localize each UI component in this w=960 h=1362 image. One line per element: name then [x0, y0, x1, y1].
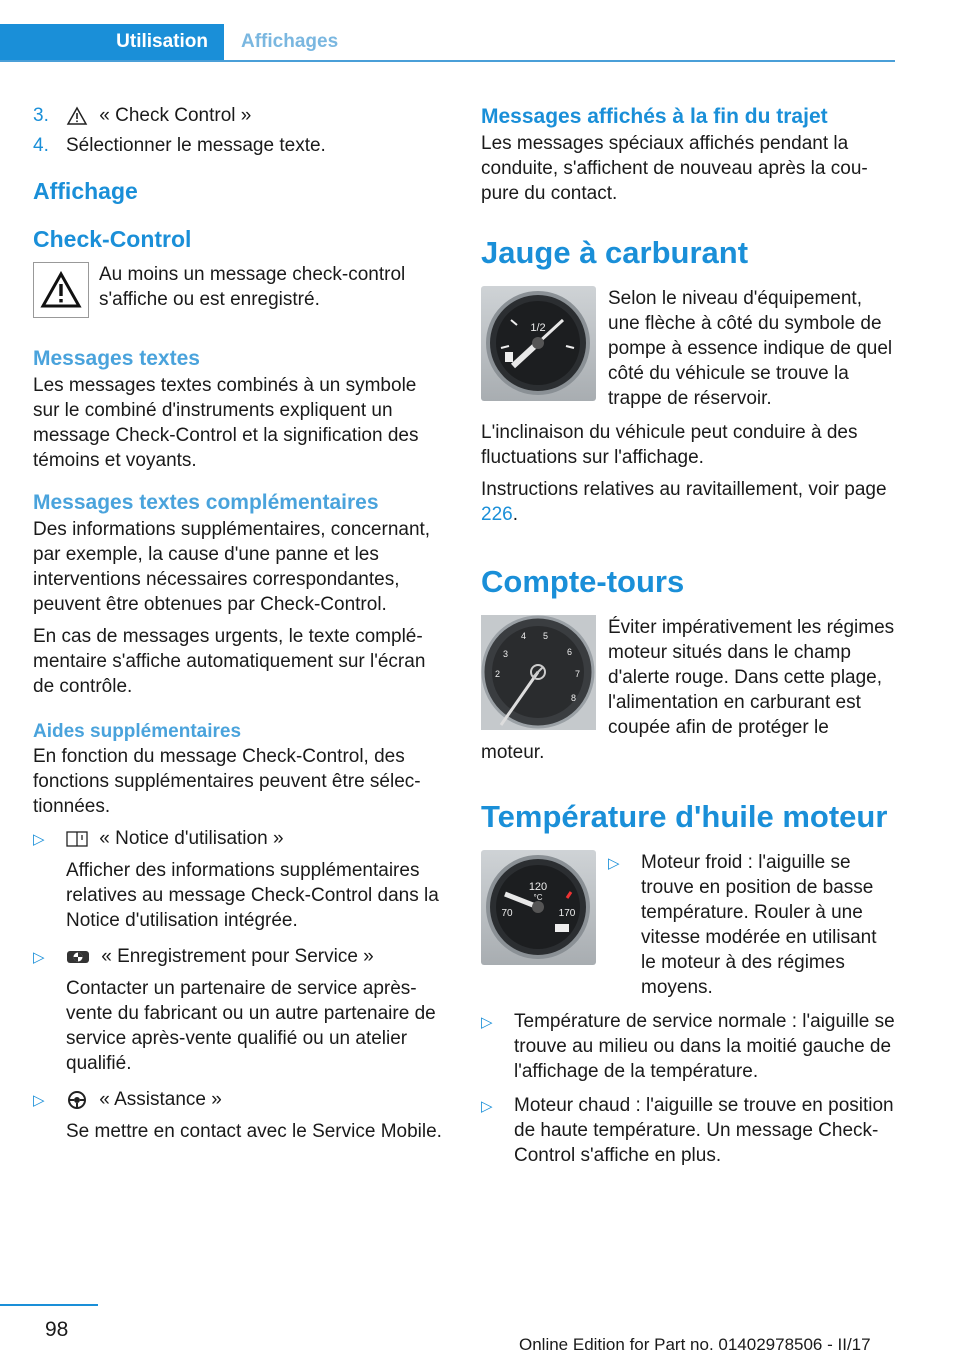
svg-text:6: 6: [567, 647, 573, 657]
right-column: [481, 103, 896, 1175]
section-title-aides: Aides supplémentaires: [33, 721, 242, 742]
header-tabs: [0, 24, 895, 62]
check-control-block: [33, 262, 445, 319]
bullet-text: Afficher des informations supplémentaires relatives au message Check-Control dans la Notice d'utilisation intégrée.: [66, 860, 439, 931]
jauge-p3-suffix: .: [512, 504, 518, 525]
bullet-marker-icon: ▷: [33, 1092, 45, 1109]
bullet-marker-icon: ▷: [481, 1098, 493, 1115]
svg-text:4: 4: [521, 631, 527, 641]
step-number: 4.: [33, 135, 49, 156]
oil-temp-gauge-image: [481, 850, 596, 965]
jauge-text: Selon le niveau d'équipement, une flèche à côté du symbole de pompe à essence indique de quel côté du véhicule se trouve la trappe de réservoir.: [608, 288, 893, 409]
bullet-text: Se mettre en contact avec le Service Mobile.: [66, 1121, 442, 1142]
section-title-temperature: Température d'huile moteur: [481, 799, 888, 834]
fin-trajet-text: Les messages spéciaux affichés pendant la conduite, s'affichent de nouveau après la coupure du contact.: [481, 133, 868, 204]
bullet-marker-icon: ▷: [33, 831, 45, 848]
temp-list-item-chaud: [481, 1093, 896, 1175]
page-link-226[interactable]: 226: [481, 504, 513, 525]
bullet-text: Contacter un partenaire de service après-vente du fabricant ou un autre partenaire de service après-vente qualifié ou un atelier qualifié.: [66, 978, 436, 1074]
temperature-block: [481, 850, 896, 1007]
compte-tours-text: Éviter impérativement les régimes moteur situés dans le champ d'alerte rouge. Dans cette plage, l'alimentation en carburant est coupée afin de protéger le moteur.: [481, 617, 895, 763]
svg-text:2: 2: [495, 669, 501, 679]
svg-text:3: 3: [503, 649, 509, 659]
complementaires-paragraph-2: En cas de messages urgents, le texte complémentaire s'affiche automatiquement sur l'écran de contrôle.: [33, 626, 426, 697]
compte-tours-block: [481, 615, 896, 772]
check-control-text: Au moins un message check-control s'affiche ou est enregistré.: [99, 264, 406, 310]
jauge-paragraph-3: [481, 477, 896, 527]
warning-symbol-box: [33, 262, 89, 318]
section-title-fin-trajet: Messages affichés à la fin du trajet: [481, 105, 828, 128]
list-item-notice: [33, 826, 445, 940]
section-title-check-control: Check-Control: [33, 226, 192, 252]
step-text: « Check Control »: [99, 105, 252, 126]
aides-text: En fonction du message Check-Control, des fonctions supplémentaires peuvent être sélectionnées.: [33, 746, 421, 817]
bullet-marker-icon: ▷: [481, 1014, 493, 1031]
step-number: 3.: [33, 105, 49, 126]
footer-rule: [0, 1304, 98, 1306]
section-title-messages-textes: Messages textes: [33, 347, 200, 370]
oil-temp-gauge-icon: [481, 850, 596, 965]
svg-text:7: 7: [575, 669, 581, 679]
section-title-jauge: Jauge à carburant: [481, 235, 749, 270]
svg-text:8: 8: [571, 693, 577, 703]
bmw-service-icon: [66, 948, 90, 966]
footer-edition: Online Edition for Part no. 01402978506 - II/17: [519, 1335, 871, 1354]
tachometer-image: [481, 615, 596, 730]
tab-affichages[interactable]: Affichages: [241, 31, 339, 52]
bullet-marker-icon: ▷: [33, 949, 45, 966]
temp-list-item-normale: [481, 1009, 896, 1091]
temp-gauge-label-70: 70: [501, 908, 513, 919]
tachometer-icon: [481, 615, 596, 730]
section-title-compte-tours: Compte-tours: [481, 564, 685, 599]
temp-bullet-text: Moteur chaud : l'aiguille se trouve en position de haute température. Un message Check-Control s'affiche en plus.: [514, 1095, 894, 1166]
book-icon: [66, 830, 88, 848]
section-title-affichage: Affichage: [33, 178, 138, 204]
warning-triangle-icon: [40, 271, 82, 309]
left-column: [33, 103, 445, 1151]
assistance-steering-icon: [66, 1090, 88, 1110]
fuel-gauge-label: 1/2: [530, 322, 546, 334]
list-item-service: [33, 944, 445, 1083]
fuel-gauge-image: [481, 286, 596, 401]
temp-gauge-label-120: 120: [528, 881, 548, 893]
temp-bullet-text: Moteur froid : l'aiguille se trouve en position de basse température. Rouler à une vitesse modérée en utilisant le moteur à des régimes moyens.: [641, 852, 877, 998]
step-text: Sélectionner le message texte.: [66, 135, 326, 156]
svg-text:5: 5: [543, 631, 549, 641]
complementaires-paragraph-1: Des informations supplémentaires, concernant, par exemple, la cause d'une panne et les interventions nécessaires correspondantes, peuvent être obtenues par Check-Control.: [33, 519, 431, 615]
warning-triangle-icon: [66, 106, 88, 126]
bullet-label: « Enregistrement pour Service »: [101, 946, 374, 967]
page-number: 98: [45, 1318, 69, 1341]
jauge-block: [481, 286, 896, 418]
fuel-gauge-icon: [481, 286, 596, 401]
step-4: [33, 133, 445, 158]
section-title-complementaires: Messages textes complémentaires: [33, 491, 379, 514]
step-3: [33, 103, 445, 128]
jauge-paragraph-2: L'inclinaison du véhicule peut conduire à des fluctuations sur l'affichage.: [481, 422, 858, 468]
temp-list-item-froid: [608, 850, 896, 1007]
list-item-assistance: [33, 1087, 445, 1151]
bullet-marker-icon: ▷: [608, 855, 620, 872]
messages-textes-text: Les messages textes combinés à un symbole sur le combiné d'instruments expliquent un message Check-Control et la signification des témoins et voyants.: [33, 375, 419, 471]
jauge-p3-prefix: Instructions relatives au ravitaillement, voir page: [481, 479, 887, 500]
bullet-label: « Notice d'utilisation »: [99, 828, 284, 849]
temp-bullet-text: Température de service normale : l'aiguille se trouve au milieu ou dans la moitié gauche de l'affichage de la température.: [514, 1011, 895, 1082]
temp-gauge-label-170: 170: [558, 908, 576, 919]
bullet-label: « Assistance »: [99, 1089, 222, 1110]
temp-gauge-label-unit: °C: [533, 893, 543, 902]
tab-utilisation[interactable]: Utilisation: [0, 24, 224, 60]
